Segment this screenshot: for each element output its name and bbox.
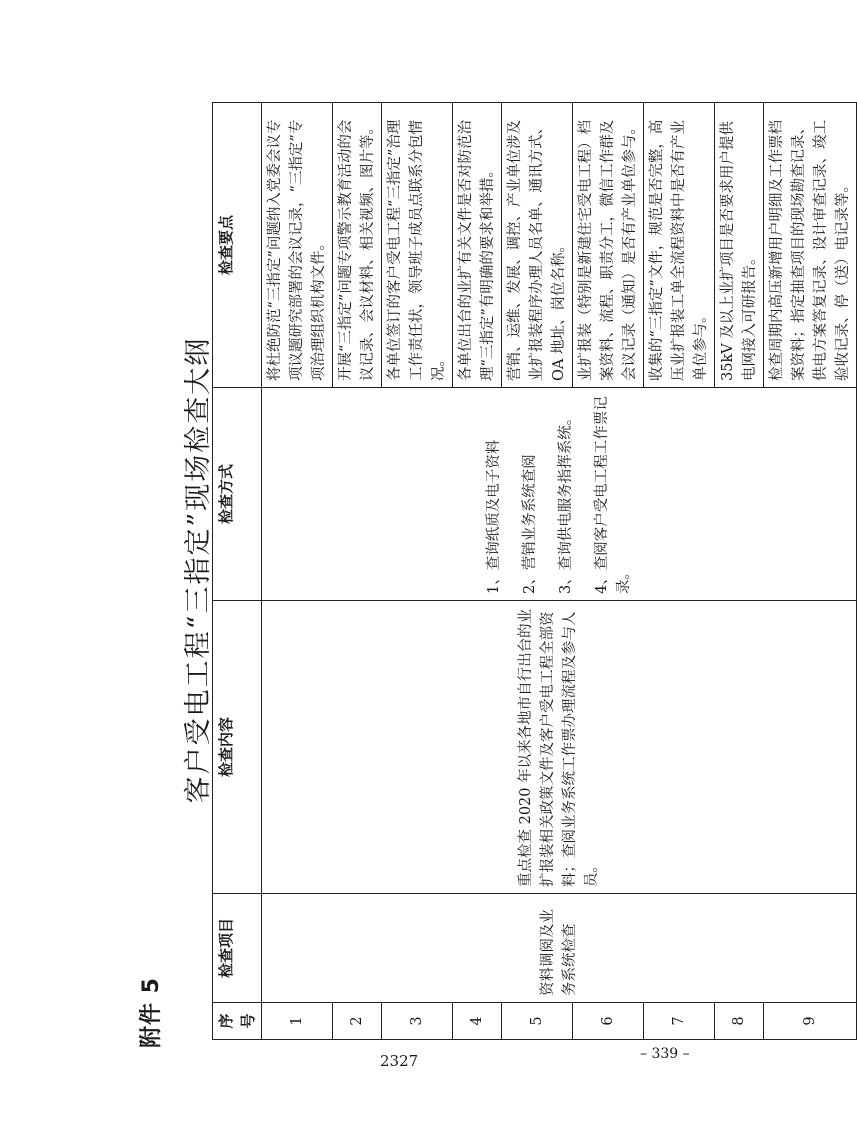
row-no: 8 xyxy=(715,1003,764,1040)
inspection-table xyxy=(212,102,857,1040)
row-no: 1 xyxy=(262,1003,333,1040)
row-no: 2 xyxy=(333,1003,382,1040)
content-cell xyxy=(262,601,857,894)
row-points: 业扩报装（特别是新建住宅受电工程）档案资料、流程、职责分工，微信工作群及会议记录（通知）是否有产业单位参与。 xyxy=(573,103,644,388)
table-row xyxy=(262,103,333,1040)
document-title: 客户受电工程“三指定”现场检查大纲 xyxy=(183,336,214,804)
row-points: 营销、运维、发展、调控、产业单位涉及业扩报装程序办理人员名单、通讯方式、OA 地址、岗位名称。 xyxy=(502,103,573,388)
header-points: 检查要点 xyxy=(213,103,262,388)
page-number: – 339 – xyxy=(640,1046,690,1062)
method-cell xyxy=(262,388,857,601)
row-no: 5 xyxy=(502,1003,573,1040)
header-no: 序号 xyxy=(213,1003,262,1040)
row-points: 各单位出台的业扩有关文件是否对防范治理“三指定”有明确的要求和举措。 xyxy=(453,103,502,388)
attachment-label: 附件 5 xyxy=(139,977,164,1048)
header-item: 检查项目 xyxy=(213,894,262,1003)
footer-number: 2327 xyxy=(380,1052,419,1070)
row-no: 3 xyxy=(382,1003,453,1040)
table-header-row xyxy=(213,103,262,1040)
item-group-cell xyxy=(262,894,857,1003)
row-points: 将杜绝防范“三指定”问题纳入党委会议专项议题研究部署的会议记录，“三指定”专项治理组织机构文件。 xyxy=(262,103,333,388)
item-group: 资料调阅及业务系统检查 xyxy=(540,909,578,996)
row-points: 各单位签订的客户受电工程“三指定”治理工作责任状，领导班子成员点联系分包情况。 xyxy=(382,103,453,388)
row-points: 检查周期内高压新增用户明细及工作票档案资料；指定抽查项目的现场勘查记录、供电方案答复记录、设计审查记录、竣工验收记录、停（送）电记录等。 xyxy=(764,103,857,388)
header-method: 检查方式 xyxy=(213,388,262,601)
row-no: 7 xyxy=(644,1003,715,1040)
method-item: 2、营销业务系统查阅 xyxy=(522,454,538,594)
row-no: 4 xyxy=(453,1003,502,1040)
row-points: 开展“三指定”问题专项警示教育活动的会议记录、会议材料、相关视频、图片等。 xyxy=(333,103,382,388)
rotated-page xyxy=(120,100,851,1048)
row-points: 收集的“三指定”文件，规范是否完整，高压业扩报装工单全流程资料中是否有产业单位参与。 xyxy=(644,103,715,388)
header-content: 检查内容 xyxy=(213,601,262,894)
row-no: 9 xyxy=(764,1003,857,1040)
method-item: 1、查询纸质及电子资料 xyxy=(486,439,502,594)
method-item: 3、查询供电服务指挥系统。 xyxy=(558,410,574,594)
content-text: 重点检查 2020 年以来各地市自行出台的业扩报装相关政策文件及客户受电工程全部资料；查阅业务系统工作票办理流程及参与人员。 xyxy=(518,608,600,887)
method-item: 4、查阅客户受电工程工作票记录。 xyxy=(594,396,632,594)
row-points: 35kV 及以上业扩项目是否要求用户提供电网接入可研报告。 xyxy=(715,103,764,388)
row-no: 6 xyxy=(573,1003,644,1040)
